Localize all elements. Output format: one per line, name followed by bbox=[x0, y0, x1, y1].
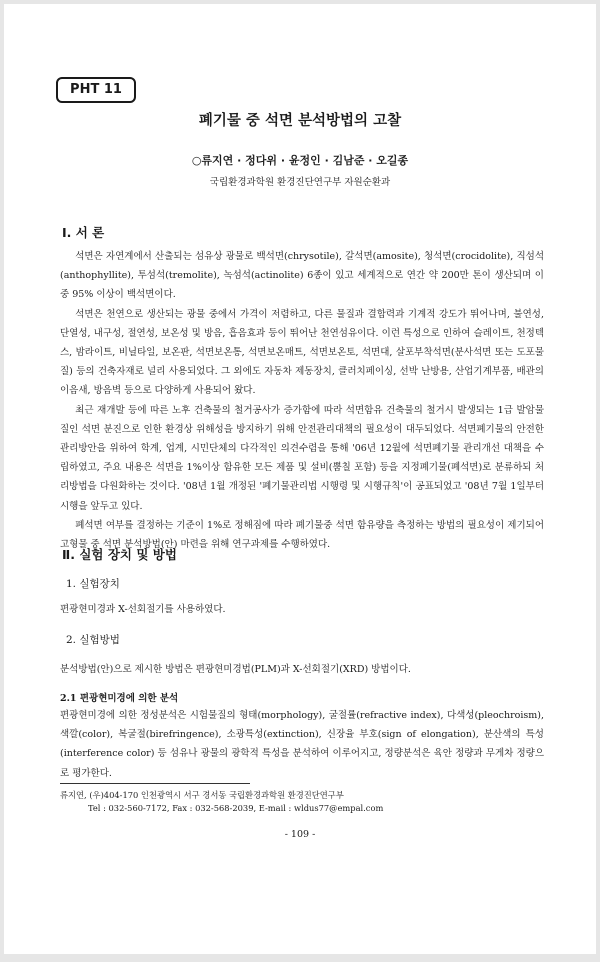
apparatus-paragraph: 편광현미경과 X-선회절기를 사용하였다. bbox=[60, 604, 226, 615]
author-list: ○류지연 · 정다위 · 윤정인 · 김남준 · 오길종 bbox=[191, 154, 409, 167]
introduction-body bbox=[60, 247, 544, 554]
subsection-heading-apparatus: 1. 실험장치 bbox=[66, 578, 120, 590]
intro-paragraph-2: 석면은 천연으로 생산되는 광물 중에서 가격이 저렴하고, 다른 물질과 결합력과 기계적 강도가 뛰어나며, 불연성, 단열성, 내구성, 절연성, 보온성 및 방음, 흡음효과 등이 뛰어난 천연섬유이다. 이런 특성으로 인하여 슬레이트, 천정텍스, 밤라이트, 비닐타일, 보온판, 석면보온통, 석면보온매트, 석면보온토, 석면대, 살포부착석면(분사석면 또는 도포물질) 등의 건축자재로 널리 사용되었다. 그 외에도 자동차 제동장치, 클러치페이싱, 선박 난방용, 산업기계부품, 배관의 이음새, 방음벽 등으로 다양하게 사용되어 왔다. bbox=[60, 308, 544, 397]
paper-page bbox=[4, 4, 596, 954]
section-heading-methods: Ⅱ. 실험 장치 및 방법 bbox=[62, 547, 177, 562]
footnote-contact: Tel : 032-560-7172, Fax : 032-568-2039, E-mail : wldus77@empal.com bbox=[88, 803, 384, 813]
footnote bbox=[60, 789, 383, 815]
intro-paragraph-3: 최근 재개발 등에 따른 노후 건축물의 철거공사가 증가함에 따라 석면함유 건축물의 철거시 발생되는 1급 발암물질인 석면 분진으로 인한 환경상 위해성을 방지하기 위해 안전관리대책의 필요성이 대두되었다. 석면폐기물의 안전한 관리방안을 위하여 학계, 업계, 시민단체의 다각적인 의견수렴을 통해 '06년 12월에 석면폐기물 관리개선 대책을 수립하였고, 주요 내용은 석면을 1%이상 함유한 모든 제품 및 설비(뿜칠 포함) 등을 지정폐기물(폐석면)로 분류하되 처리방법을 다원화하는 것이다. '08년 1월 개정된 '폐기물관리법 시행령 및 시행규칙'이 공표되었고 '08년 7월 1일부터 시행을 앞두고 있다. bbox=[60, 404, 544, 512]
method-paragraph: 분석방법(안)으로 제시한 방법은 편광현미경법(PLM)과 X-선회절기(XRD) 방법이다. bbox=[60, 664, 411, 675]
session-badge: PHT 11 bbox=[56, 77, 136, 103]
plm-text bbox=[60, 706, 544, 783]
footnote-divider bbox=[60, 783, 250, 784]
section-heading-introduction: Ⅰ. 서 론 bbox=[62, 225, 105, 240]
apparatus-text bbox=[60, 600, 544, 619]
subsection-heading-plm: 2.1 편광현미경에 의한 분석 bbox=[60, 693, 179, 704]
subsection-heading-method: 2. 실험방법 bbox=[66, 634, 120, 646]
intro-paragraph-1: 석면은 자연계에서 산출되는 섬유상 광물로 백석면(chrysotile), 갈석면(amosite), 청석면(crocidolite), 직섬석(anthophyllite), 투섬석(tremolite), 녹섬석(actinolite) 6종이 있고 세계적으로 연간 약 200만 톤이 생산되며 이중 95% 이상이 백석면이다. bbox=[60, 251, 544, 301]
page-number: - 109 - bbox=[284, 829, 316, 840]
plm-paragraph: 편광현미경에 의한 정성분석은 시험물질의 형태(morphology), 굴절률(refractive index), 다색성(pleochroism), 색깔(color), 복굴절(birefringence), 소광특성(extinction), 신장율 부호(sign of elongation), 분산색의 특성(interference color) 등 섬유나 광물의 광학적 특성을 분석하여 이루어지고, 정량분석은 육안 정량과 무게차 정량으로 평가한다. bbox=[60, 710, 544, 779]
affiliation: 국립환경과학원 환경진단연구부 자원순환과 bbox=[209, 177, 391, 188]
intro-paragraph-4: 폐석면 여부를 결정하는 기준이 1%로 정해짐에 따라 폐기물중 석면 함유량을 측정하는 방법의 필요성이 제기되어 고형물 중 석면 분석방법(안) 마련을 위해 연구과제를 수행하였다. bbox=[60, 519, 544, 551]
paper-title: 폐기물 중 석면 분석방법의 고찰 bbox=[198, 113, 402, 129]
method-text bbox=[60, 660, 544, 679]
footnote-address: 류지연, (우)404-170 인천광역시 서구 경서동 국립환경과학원 환경진단연구부 bbox=[60, 790, 344, 800]
